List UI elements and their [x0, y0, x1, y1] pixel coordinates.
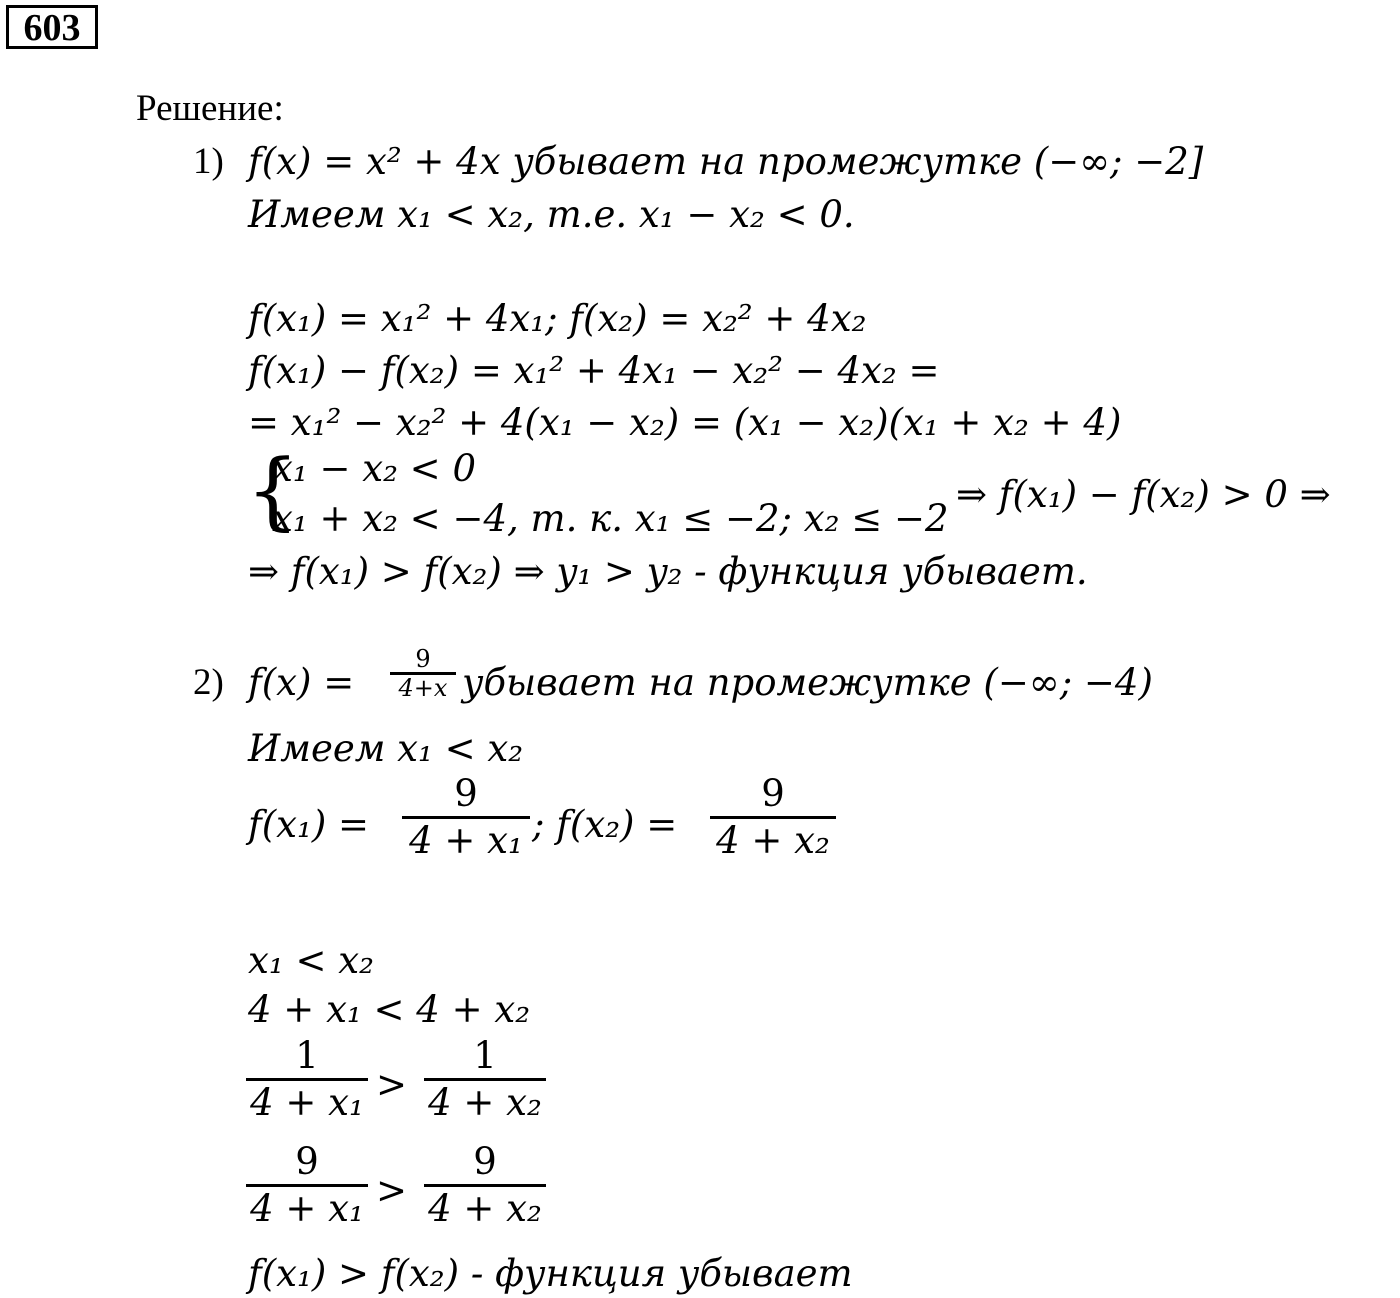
part1-system-result: ⇒ f(x₁) − f(x₂) > 0 ⇒ — [956, 473, 1331, 516]
part1-system-line-2: x₁ + x₂ < −4, т. к. x₁ ≤ −2; x₂ ≤ −2 — [272, 497, 949, 540]
problem-number: 603 — [6, 5, 98, 49]
part2-ineq2-left — [246, 1140, 368, 1231]
system-brace: { — [246, 441, 300, 539]
part2-ineq2-right-den: 4 + x₂ — [428, 1187, 542, 1230]
part2-ineq1-left-den: 4 + x₁ — [250, 1081, 364, 1124]
part1-factored-line: = x₁² − x₂² + 4(x₁ − x₂) = (x₁ − x₂)(x₁ + x₂ + 4) — [248, 401, 1122, 444]
part1-given-line: Имеем x₁ < x₂, т.е. x₁ − x₂ < 0. — [248, 193, 855, 236]
part2-fx-numerator: 9 — [415, 645, 431, 673]
part2-label: 2) — [193, 662, 224, 703]
part2-f1-fraction — [402, 772, 530, 863]
part2-ineq2-left-den: 4 + x₁ — [250, 1187, 364, 1230]
part2-ineq1-operator: > — [376, 1063, 408, 1106]
part2-ineq1-left — [246, 1034, 368, 1125]
part2-f1-numerator: 9 — [454, 772, 478, 815]
part2-f2-numerator: 9 — [761, 772, 785, 815]
part2-f2-fraction — [710, 772, 836, 863]
part2-ineq1-right — [424, 1034, 546, 1125]
part2-shift-line: 4 + x₁ < 4 + x₂ — [248, 988, 531, 1031]
part2-conclusion-line: f(x₁) > f(x₂) - функция убывает — [248, 1252, 853, 1295]
part2-f1-prefix: f(x₁) = — [248, 803, 370, 846]
part2-given-line: Имеем x₁ < x₂ — [248, 727, 524, 770]
part2-ineq2-right-num: 9 — [473, 1140, 497, 1183]
part2-fx-prefix: f(x) = — [248, 661, 355, 704]
part2-order-line: x₁ < x₂ — [248, 939, 374, 982]
part1-values-line: f(x₁) = x₁² + 4x₁; f(x₂) = x₂² + 4x₂ — [248, 297, 867, 340]
solution-heading: Решение: — [136, 88, 284, 129]
part1-function-line: f(x) = x² + 4x убывает на промежутке (−∞; −2] — [248, 140, 1204, 183]
part2-fx-denominator: 4+x — [398, 674, 448, 702]
part2-ineq1-right-num: 1 — [473, 1034, 497, 1077]
part2-f2-prefix: ; f(x₂) = — [532, 803, 678, 846]
part2-ineq1-left-num: 1 — [295, 1034, 319, 1077]
part1-system-line-1: x₁ − x₂ < 0 — [272, 447, 476, 490]
part2-fx-fraction — [390, 646, 456, 701]
part1-label: 1) — [193, 141, 224, 182]
part2-ineq1-right-den: 4 + x₂ — [428, 1081, 542, 1124]
part2-f1-denominator: 4 + x₁ — [409, 819, 523, 862]
part2-f2-denominator: 4 + x₂ — [716, 819, 830, 862]
part1-conclusion-line: ⇒ f(x₁) > f(x₂) ⇒ y₁ > y₂ - функция убывает. — [248, 550, 1088, 593]
part2-fx-suffix: убывает на промежутке (−∞; −4) — [462, 661, 1153, 704]
part2-ineq2-operator: > — [376, 1169, 408, 1212]
part2-ineq2-left-num: 9 — [295, 1140, 319, 1183]
part1-difference-line: f(x₁) − f(x₂) = x₁² + 4x₁ − x₂² − 4x₂ = — [248, 349, 940, 392]
part2-ineq2-right — [424, 1140, 546, 1231]
